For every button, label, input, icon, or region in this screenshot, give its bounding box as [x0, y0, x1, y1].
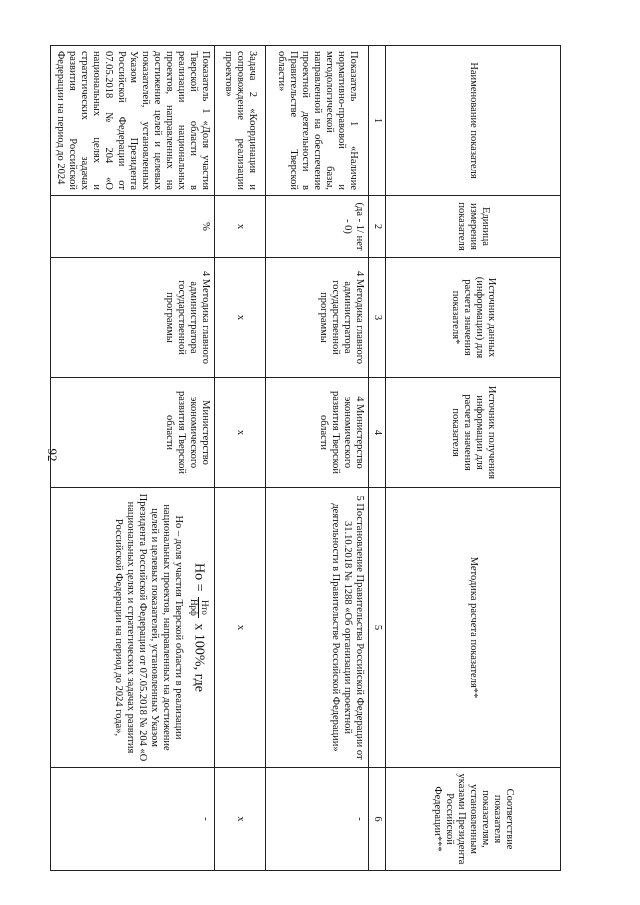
indicator-method: 5 Постановление Правительства Российской Федерации от 31.10.2018 № 1288 «Об организации проектной деятельности в Правительстве Российской Федерации»	[266, 488, 369, 768]
formula-explanation: Нo – доля участия Тверской области в реализации национальных проектов, направленных на достижение целей и целевых показателей, установленных Указом Президента Российской Федерации от 07.05.2018 № 204 «О национальных целях и стратегических задачах развития Российской Федерации на период до 2024 года»,	[112, 493, 185, 762]
formula-right: х 100%, где	[191, 623, 207, 692]
table-row	[51, 46, 215, 871]
task-compliance: х	[215, 768, 266, 871]
indicator-data-source: 4 Методика главного администратора государственной программы	[51, 258, 215, 378]
indicator-info-source: Министерство экономического развития Тверской области	[51, 378, 215, 488]
header-data-source: Источник данных (информации) для расчета значения показателя*	[386, 258, 561, 378]
column-number: 6	[369, 768, 386, 871]
indicator-data-source: 4 Методика главного администратора государственной программы	[266, 258, 369, 378]
header-info-source: Источник получения информации для расчета значения показателя	[386, 378, 561, 488]
formula-denominator: Нрф	[189, 599, 200, 616]
table-row	[215, 46, 266, 871]
header-method: Методика расчета показателя**	[386, 488, 561, 768]
indicator-unit: (да - 1/ нет - 0)	[266, 196, 369, 258]
task-name: Задача 2 «Координация и сопровождение реализации проектов»	[215, 46, 266, 196]
task-method: х	[215, 488, 266, 768]
task-data-source: х	[215, 258, 266, 378]
header-unit: Единица измерения показателя	[386, 196, 561, 258]
page-number: 92	[45, 448, 60, 462]
indicator-info-source: 4 Министерство экономического развития Тверской области	[266, 378, 369, 488]
column-number: 2	[369, 196, 386, 258]
indicator-name: Показатель 1 «Доля участия Тверской области в реализации национальных проектов, направленных на достижение целей и целевых показателей, установленных Указом Президента Российской Федерации от 07.05.2018 № 204 «О национальных целях и стратегических задачах развития Российской Федерации на период до 2024	[51, 46, 215, 196]
formula	[188, 493, 209, 762]
task-unit: х	[215, 196, 266, 258]
column-number: 3	[369, 258, 386, 378]
indicator-compliance: -	[51, 768, 215, 871]
header-compliance: Соответствие показателя показателям, установленным указами Президента Российской Федерации***	[386, 768, 561, 871]
indicator-unit: %	[51, 196, 215, 258]
indicator-compliance: -	[266, 768, 369, 871]
formula-left: Нo =	[191, 563, 207, 592]
column-number: 4	[369, 378, 386, 488]
formula-fraction	[188, 597, 209, 618]
column-number: 1	[369, 46, 386, 196]
indicator-method	[51, 488, 215, 768]
column-number-row	[369, 46, 386, 871]
table-row	[266, 46, 369, 871]
column-number: 5	[369, 488, 386, 768]
indicator-name: Показатель 1 «Наличие нормативно-правовой и методологической базы, направленной на обеспечение проектной деятельности в Правительстве Тверской области»	[266, 46, 369, 196]
header-row	[386, 46, 561, 871]
rotated-table-frame	[55, 45, 561, 870]
task-info-source: х	[215, 378, 266, 488]
indicator-table	[50, 45, 561, 871]
formula-numerator: Нто	[198, 597, 209, 618]
header-indicator-name: Наименование показателя	[386, 46, 561, 196]
